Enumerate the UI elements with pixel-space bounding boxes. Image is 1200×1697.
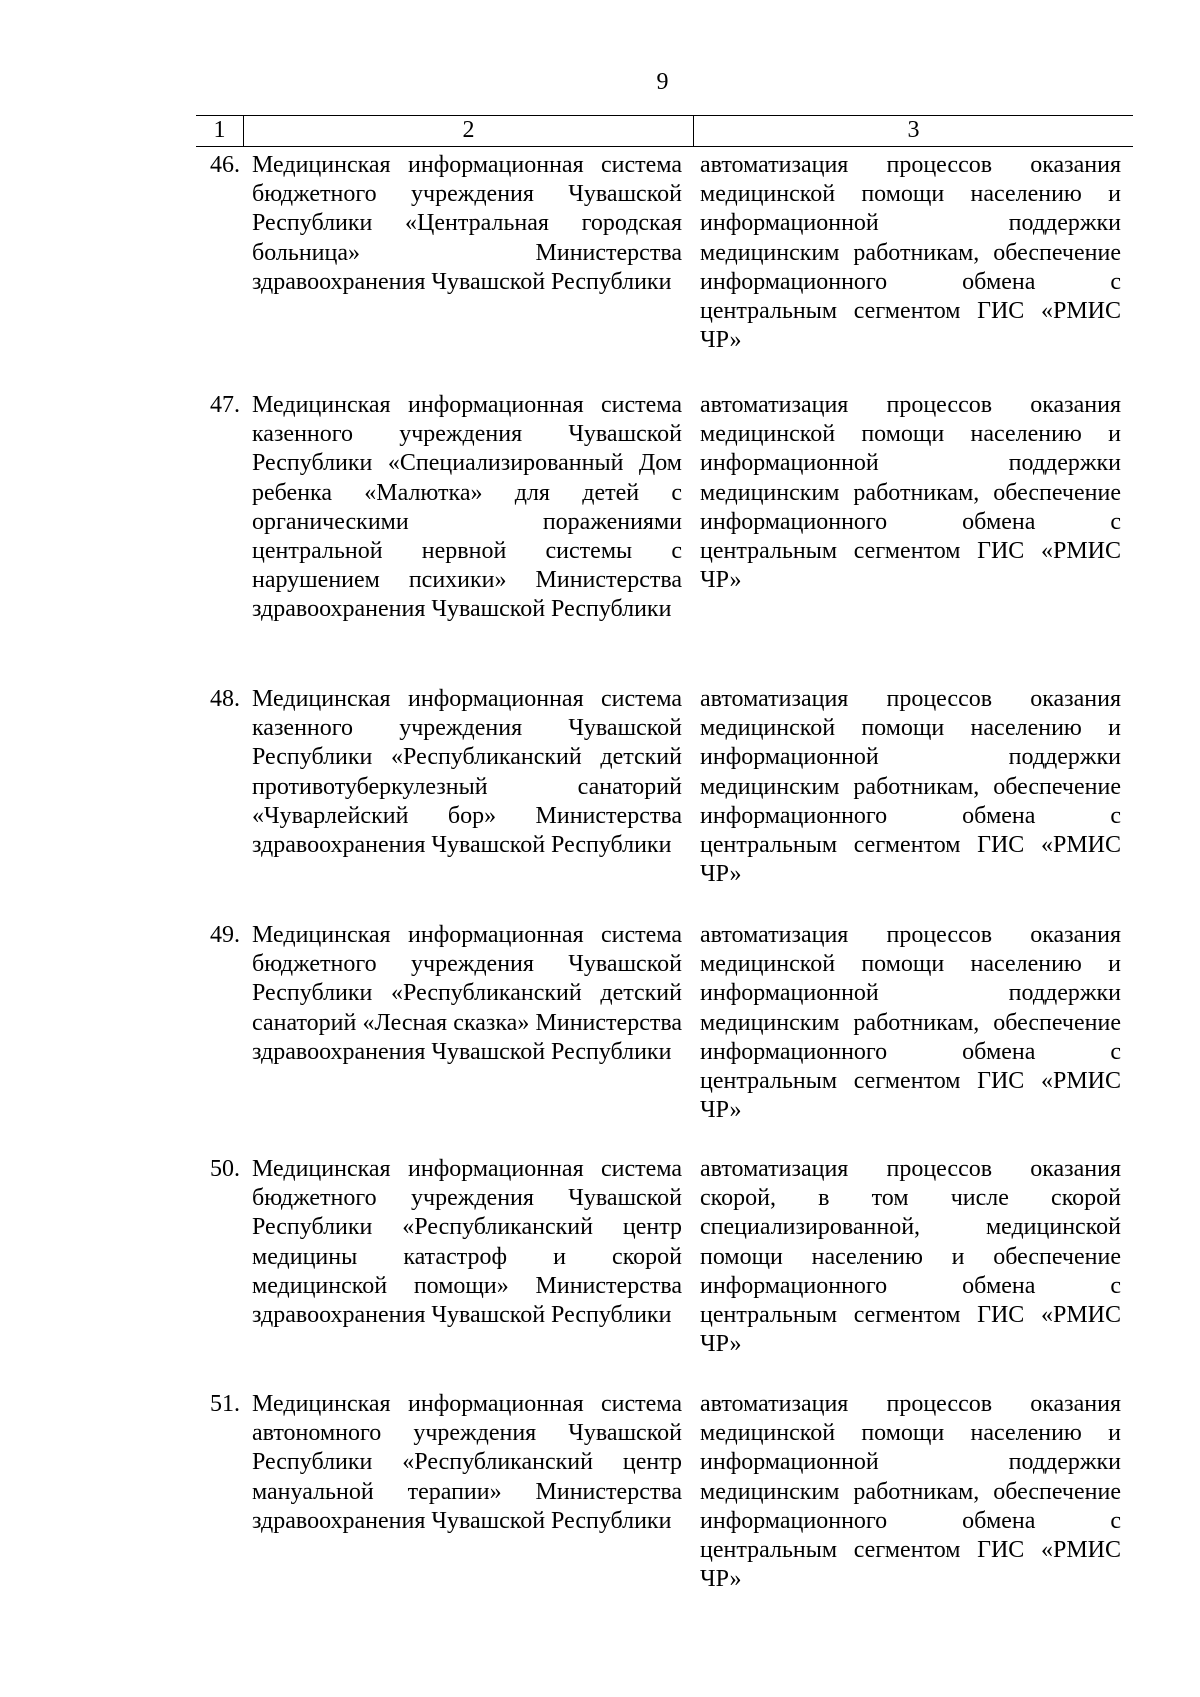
table-row: [196, 151, 1133, 355]
column-header-1: 1: [213, 117, 226, 143]
column-header-3: 3: [907, 117, 920, 143]
system-purpose: автоматизация процессов оказания медицинской помощи населению и информационной поддержки медицинским работникам, обеспечение информационного обмена с центральным сегментом ГИС «РМИС ЧР»: [700, 1391, 1121, 1593]
table-row: [196, 1155, 1133, 1359]
row-number: 51.: [210, 1391, 240, 1417]
table-row: [196, 685, 1133, 889]
system-name: Медицинская информационная система казенного учреждения Чувашской Республики «Республиканский детский противотуберкулезный санаторий «Чуварлейский бор» Министерства здравоохранения Чувашской Республики: [252, 686, 682, 859]
system-purpose: автоматизация процессов оказания медицинской помощи населению и информационной поддержки медицинским работникам, обеспечение информационного обмена с центральным сегментом ГИС «РМИС ЧР»: [700, 152, 1121, 354]
row-number: 47.: [210, 392, 240, 418]
table-row: [196, 921, 1133, 1125]
system-purpose: автоматизация процессов оказания медицинской помощи населению и информационной поддержки медицинским работникам, обеспечение информационного обмена с центральным сегментом ГИС «РМИС ЧР»: [700, 686, 1121, 888]
system-name: Медицинская информационная система бюджетного учреждения Чувашской Республики «Республиканский детский санаторий «Лесная сказка» Министерства здравоохранения Чувашской Республики: [252, 922, 682, 1065]
system-purpose: автоматизация процессов оказания медицинской помощи населению и информационной поддержки медицинским работникам, обеспечение информационного обмена с центральным сегментом ГИС «РМИС ЧР»: [700, 922, 1121, 1124]
system-name: Медицинская информационная система бюджетного учреждения Чувашской Республики «Центральная городская больница» Министерства здравоохранения Чувашской Республики: [252, 152, 682, 295]
row-number: 48.: [210, 686, 240, 712]
system-purpose: автоматизация процессов оказания медицинской помощи населению и информационной поддержки медицинским работникам, обеспечение информационного обмена с центральным сегментом ГИС «РМИС ЧР»: [700, 392, 1121, 594]
system-purpose: автоматизация процессов оказания скорой, в том числе скорой специализированной, медицинской помощи населению и обеспечение информационного обмена с центральным сегментом ГИС «РМИС ЧР»: [700, 1156, 1121, 1358]
table-header: [196, 115, 1133, 147]
system-name: Медицинская информационная система автономного учреждения Чувашской Республики «Республиканский центр мануальной терапии» Министерства здравоохранения Чувашской Республики: [252, 1391, 682, 1534]
column-header-2: 2: [243, 116, 694, 146]
row-number: 50.: [210, 1156, 240, 1182]
system-name: Медицинская информационная система бюджетного учреждения Чувашской Республики «Республиканский центр медицины катастроф и скорой медицинской помощи» Министерства здравоохранения Чувашской Республики: [252, 1156, 682, 1329]
system-name: Медицинская информационная система казенного учреждения Чувашской Республики «Специализированный Дом ребенка «Малютка» для детей с органическими поражениями центральной нервной системы с нарушением психики» Министерства здравоохранения Чувашской Республики: [252, 392, 682, 623]
row-number: 46.: [210, 152, 240, 178]
table-row: [196, 1390, 1133, 1594]
systems-table: [196, 115, 1133, 1593]
page-number: 9: [656, 69, 669, 95]
table-row: [196, 391, 1133, 625]
row-number: 49.: [210, 922, 240, 948]
